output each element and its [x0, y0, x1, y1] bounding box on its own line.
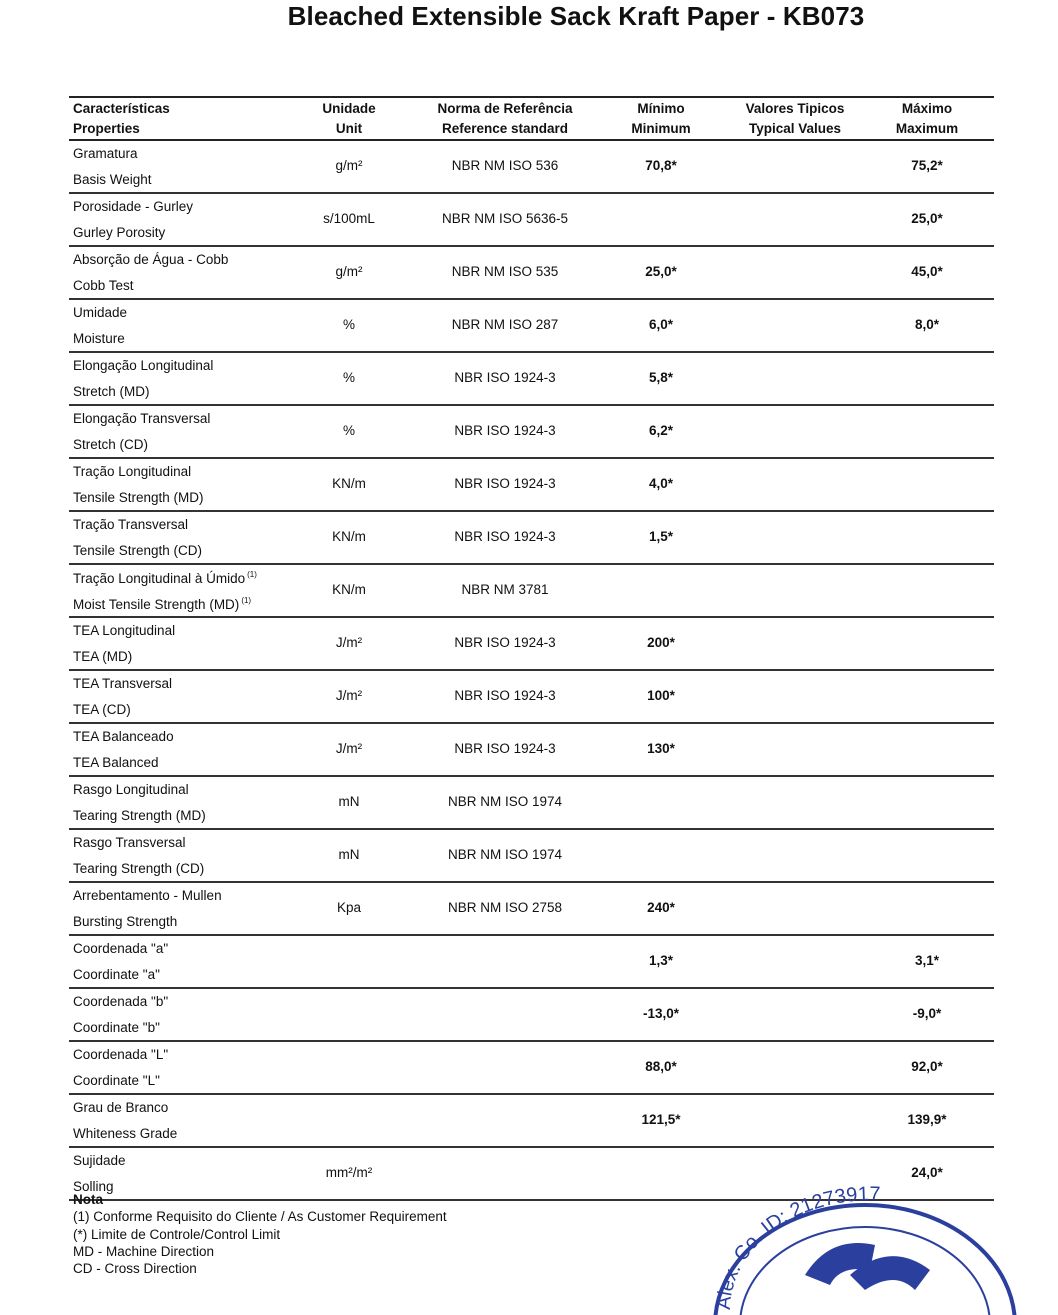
property-name-en-text: Basis Weight: [73, 172, 152, 187]
cell-standard: NBR NM ISO 535: [451, 264, 559, 279]
property-name-pt: [73, 835, 186, 850]
cell-property: [73, 512, 318, 561]
cell-standard: NBR NM ISO 1974: [447, 794, 563, 809]
header-property-en: Properties: [73, 121, 140, 136]
table-row: [69, 936, 994, 989]
table-row: [69, 830, 994, 883]
table-row: [69, 1095, 994, 1148]
property-name-en: [73, 225, 165, 240]
property-name-en: [73, 861, 204, 876]
table-row: [69, 1042, 994, 1095]
cell-min: 70,8*: [645, 158, 677, 173]
table-body: [69, 141, 994, 1201]
property-name-pt: [73, 570, 257, 586]
property-name-pt-text: TEA Balanceado: [73, 729, 174, 744]
cell-max: 139,9*: [907, 1112, 947, 1127]
cell-min: 5,8*: [648, 370, 674, 385]
property-name-en-text: Stretch (MD): [73, 384, 150, 399]
document-title: Bleached Extensible Sack Kraft Paper - KB073: [287, 1, 865, 31]
note-line: (*) Limite de Controle/Control Limit: [73, 1226, 281, 1242]
property-name-en-text: Gurley Porosity: [73, 225, 166, 240]
header-max-pt: Máximo: [901, 101, 953, 116]
property-name-en: [73, 808, 206, 823]
property-name-en-text: Coordinate "a": [73, 967, 160, 982]
cell-unit: J/m²: [335, 635, 363, 650]
property-name-pt: [73, 1047, 168, 1062]
property-name-en-text: Solling: [73, 1179, 114, 1194]
property-name-pt-text: TEA Longitudinal: [73, 623, 176, 638]
cell-property: [73, 1095, 318, 1144]
cell-standard: NBR NM ISO 536: [451, 158, 559, 173]
property-name-en-text: Whiteness Grade: [73, 1126, 178, 1141]
cell-property: [73, 353, 318, 402]
property-name-pt: [73, 729, 174, 744]
header-typical: [729, 99, 861, 139]
property-name-pt: [73, 994, 168, 1009]
cell-unit: J/m²: [335, 688, 363, 703]
property-name-en-text: Coordinate "b": [73, 1020, 160, 1035]
property-name-pt-text: Grau de Branco: [73, 1100, 169, 1115]
property-name-pt-text: Coordenada "a": [73, 941, 169, 956]
property-name-en: [73, 649, 132, 664]
table-row: [69, 459, 994, 512]
property-name-pt-text: Tração Transversal: [73, 517, 189, 532]
property-name-en: [73, 755, 159, 770]
cell-max: 24,0*: [911, 1165, 943, 1180]
cell-unit: KN/m: [332, 582, 366, 597]
cell-min: 100*: [647, 688, 675, 703]
cell-standard: NBR NM 3781: [461, 582, 549, 597]
header-unit: [289, 99, 409, 139]
property-name-pt-text: Sujidade: [73, 1153, 126, 1168]
cell-property: [73, 406, 318, 455]
property-name-pt: [73, 623, 175, 638]
property-name-pt-text: Gramatura: [73, 146, 138, 161]
cell-property: [73, 671, 318, 720]
cell-property: [73, 618, 318, 667]
cell-max: 75,2*: [911, 158, 943, 173]
property-name-en: [73, 172, 152, 187]
cell-property: [73, 777, 318, 826]
property-name-pt-text: Coordenada "L": [73, 1047, 169, 1062]
property-name-en-text: Tearing Strength (CD): [73, 861, 205, 876]
property-name-en-text: Coordinate "L": [73, 1073, 160, 1088]
cell-min: 4,0*: [648, 476, 674, 491]
table-row: [69, 353, 994, 406]
property-name-pt: [73, 888, 222, 903]
table-row: [69, 565, 994, 618]
cell-unit: J/m²: [335, 741, 363, 756]
header-standard-en: Reference standard: [441, 121, 569, 136]
property-name-en: [73, 437, 148, 452]
cell-standard: NBR NM ISO 5636-5: [441, 211, 569, 226]
header-typical-pt: Valores Tipicos: [745, 101, 845, 116]
cell-max: 92,0*: [911, 1059, 943, 1074]
cell-unit: mm²/m²: [325, 1165, 373, 1180]
property-name-pt-text: Porosidade - Gurley: [73, 199, 194, 214]
footnote-marker: (1): [247, 570, 257, 579]
cell-min: 25,0*: [645, 264, 677, 279]
cell-property: [73, 141, 318, 190]
property-name-pt-text: Tração Longitudinal: [73, 464, 192, 479]
cell-property: [73, 247, 318, 296]
cell-property: [73, 1148, 318, 1197]
cell-min: 240*: [647, 900, 675, 915]
cell-unit: s/100mL: [323, 211, 375, 226]
cell-max: 25,0*: [911, 211, 943, 226]
property-name-en: [73, 1073, 160, 1088]
spec-table: [69, 96, 994, 1201]
cell-property: [73, 724, 318, 773]
header-unit-en: Unit: [335, 121, 363, 136]
table-row: [69, 141, 994, 194]
cell-max: -9,0*: [912, 1006, 942, 1021]
property-name-pt: [73, 941, 168, 956]
cell-property: [73, 830, 318, 879]
property-name-pt-text: Rasgo Longitudinal: [73, 782, 189, 797]
cell-standard: NBR ISO 1924-3: [454, 688, 556, 703]
table-row: [69, 194, 994, 247]
table-row: [69, 300, 994, 353]
table-row: [69, 777, 994, 830]
cell-property: [73, 936, 318, 985]
cell-unit: g/m²: [335, 158, 363, 173]
header-property-pt: Características: [73, 101, 170, 116]
property-name-pt-text: Elongação Transversal: [73, 411, 211, 426]
cell-min: 88,0*: [645, 1059, 677, 1074]
cell-min: 121,5*: [641, 1112, 681, 1127]
property-name-en-text: Moist Tensile Strength (MD): [73, 597, 240, 612]
property-name-pt: [73, 358, 213, 373]
property-name-en-text: TEA Balanced: [73, 755, 159, 770]
table-row: [69, 671, 994, 724]
property-name-pt: [73, 1153, 126, 1168]
footnote-marker: (1): [241, 596, 252, 605]
cell-standard: NBR ISO 1924-3: [454, 529, 556, 544]
property-name-pt-text: Elongação Longitudinal: [73, 358, 214, 373]
table-row: [69, 724, 994, 777]
property-name-en-text: Cobb Test: [73, 278, 134, 293]
property-name-pt-text: Rasgo Transversal: [73, 835, 186, 850]
note-line: CD - Cross Direction: [73, 1261, 197, 1277]
property-name-en: [73, 331, 125, 346]
header-max: [877, 99, 977, 139]
cell-unit: mN: [338, 794, 360, 809]
header-unit-pt: Unidade: [322, 101, 376, 116]
notes: [73, 1191, 447, 1277]
cell-standard: NBR NM ISO 287: [451, 317, 559, 332]
property-name-en-text: Tearing Strength (MD): [73, 808, 206, 823]
cell-property: [73, 1042, 318, 1091]
header-standard-pt: Norma de Referência: [437, 101, 573, 116]
table-row: [69, 406, 994, 459]
cell-min: 6,0*: [648, 317, 674, 332]
header-standard: [414, 99, 596, 139]
property-name-en: [73, 914, 177, 929]
property-name-en: [73, 1126, 177, 1141]
note-line: MD - Machine Direction: [73, 1243, 215, 1259]
property-name-en: [73, 596, 251, 612]
cell-unit: Kpa: [336, 900, 362, 915]
property-name-pt: [73, 252, 228, 267]
property-name-pt: [73, 464, 191, 479]
property-name-pt-text: TEA Transversal: [73, 676, 173, 691]
cell-property: [73, 883, 318, 932]
header-typical-en: Typical Values: [748, 121, 842, 136]
notes-heading: Nota: [73, 1192, 103, 1207]
property-name-en-text: TEA (MD): [73, 649, 133, 664]
property-name-en: [73, 490, 204, 505]
property-name-pt-text: Absorção de Água - Cobb: [73, 252, 229, 267]
property-name-pt-text: Tração Longitudinal à Úmido: [73, 571, 246, 586]
property-name-pt: [73, 517, 188, 532]
note-line: (1) Conforme Requisito do Cliente / As Customer Requirement: [73, 1209, 447, 1225]
cell-standard: NBR ISO 1924-3: [454, 635, 556, 650]
property-name-en-text: Tensile Strength (CD): [73, 543, 203, 558]
header-min-pt: Mínimo: [637, 101, 685, 116]
cell-standard: NBR NM ISO 1974: [447, 847, 563, 862]
cell-property: [73, 565, 318, 614]
cell-standard: NBR ISO 1924-3: [454, 423, 556, 438]
property-name-pt: [73, 782, 189, 797]
property-name-en-text: Stretch (CD): [73, 437, 149, 452]
cell-property: [73, 300, 318, 349]
property-name-en: [73, 384, 150, 399]
table-row: [69, 247, 994, 300]
header-max-en: Maximum: [895, 121, 959, 136]
table-row: [69, 989, 994, 1042]
cell-unit: mN: [338, 847, 360, 862]
header-property: [73, 99, 318, 139]
stamp-text: Alex. Co. ID: 21273917: [712, 1183, 881, 1311]
cell-unit: %: [342, 317, 355, 332]
table-row: [69, 512, 994, 565]
cell-property: [73, 194, 318, 243]
property-name-en: [73, 543, 202, 558]
cell-unit: KN/m: [332, 529, 366, 544]
cell-max: 8,0*: [914, 317, 940, 332]
property-name-pt: [73, 199, 193, 214]
cell-min: 200*: [647, 635, 675, 650]
cell-property: [73, 459, 318, 508]
cell-standard: NBR ISO 1924-3: [454, 370, 556, 385]
cell-min: 1,3*: [648, 953, 674, 968]
property-name-en-text: Moisture: [73, 331, 125, 346]
cell-unit: KN/m: [332, 476, 366, 491]
cell-min: 6,2*: [648, 423, 674, 438]
company-stamp: [700, 1175, 1020, 1315]
cell-unit: %: [342, 370, 355, 385]
table-row: [69, 883, 994, 936]
property-name-pt: [73, 305, 127, 320]
cell-min: -13,0*: [642, 1006, 680, 1021]
property-name-en: [73, 967, 160, 982]
table-row: [69, 618, 994, 671]
property-name-en: [73, 702, 131, 717]
property-name-en: [73, 1020, 160, 1035]
property-name-pt: [73, 411, 210, 426]
property-name-pt-text: Coordenada "b": [73, 994, 169, 1009]
cell-max: 45,0*: [911, 264, 943, 279]
property-name-en-text: Tensile Strength (MD): [73, 490, 204, 505]
header-min-en: Minimum: [631, 121, 691, 136]
property-name-pt-text: Arrebentamento - Mullen: [73, 888, 222, 903]
cell-unit: %: [342, 423, 355, 438]
table-header: [69, 96, 994, 141]
property-name-pt: [73, 146, 138, 161]
property-name-en-text: Bursting Strength: [73, 914, 178, 929]
property-name-pt: [73, 1100, 168, 1115]
property-name-pt-text: Umidade: [73, 305, 128, 320]
header-min: [607, 99, 715, 139]
cell-min: 130*: [647, 741, 675, 756]
cell-unit: g/m²: [335, 264, 363, 279]
property-name-en-text: TEA (CD): [73, 702, 131, 717]
cell-standard: NBR ISO 1924-3: [454, 476, 556, 491]
cell-standard: NBR ISO 1924-3: [454, 741, 556, 756]
cell-max: 3,1*: [914, 953, 940, 968]
cell-property: [73, 989, 318, 1038]
property-name-en: [73, 278, 134, 293]
cell-standard: NBR NM ISO 2758: [447, 900, 563, 915]
cell-min: 1,5*: [648, 529, 674, 544]
property-name-pt: [73, 676, 172, 691]
